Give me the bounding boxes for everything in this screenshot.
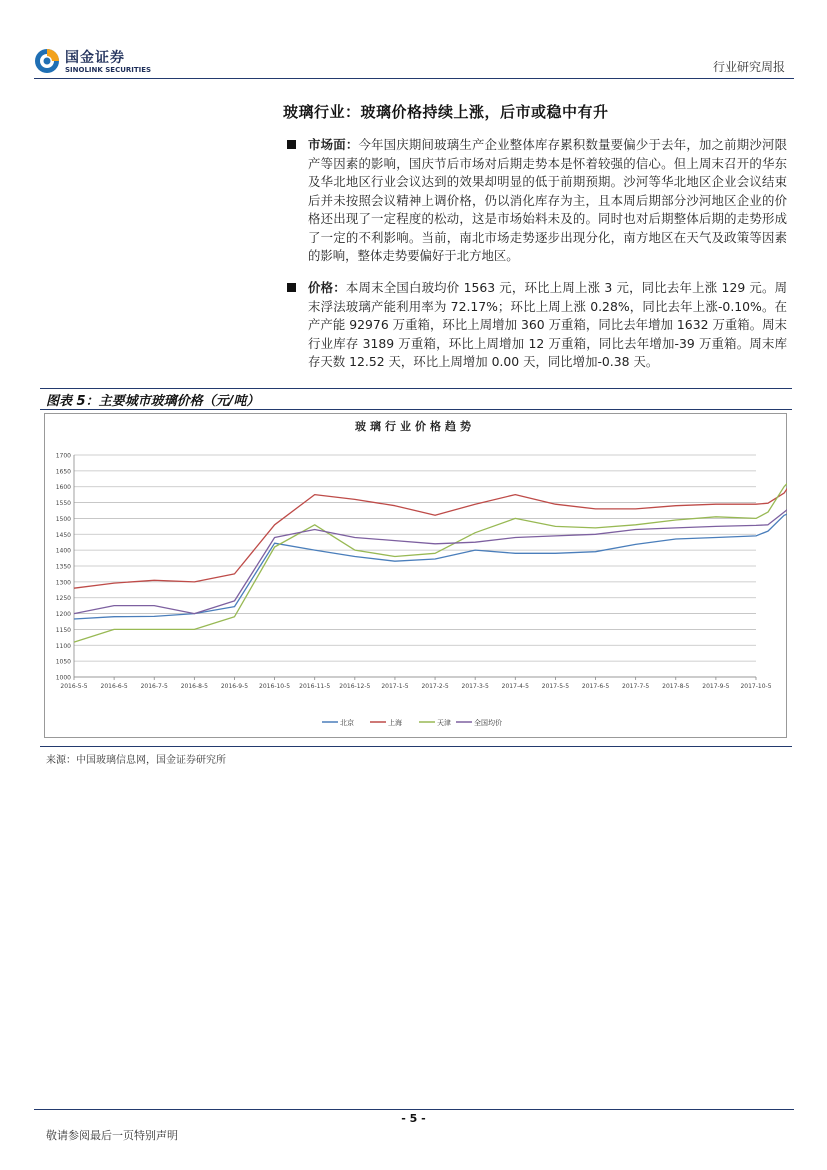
y-tick-label: 1700 xyxy=(55,452,71,460)
bullet-square-icon xyxy=(287,140,296,149)
y-tick-label: 1200 xyxy=(55,611,71,619)
price-trend-chart xyxy=(44,413,787,738)
chart-svg xyxy=(44,413,787,738)
header-divider xyxy=(34,78,794,79)
logo-mark-icon xyxy=(34,48,60,74)
x-tick-label: 2016-12-5 xyxy=(339,683,371,690)
y-tick-label: 1500 xyxy=(55,515,71,523)
x-tick-label: 2017-1-5 xyxy=(381,683,409,690)
x-tick-label: 2016-5-5 xyxy=(60,683,88,690)
x-tick-label: 2017-10-5 xyxy=(740,683,772,690)
x-tick-label: 2016-6-5 xyxy=(100,683,128,690)
y-tick-label: 1350 xyxy=(55,563,71,571)
bullet-price xyxy=(287,279,787,372)
legend-label: 上海 xyxy=(388,719,402,727)
logo-chinese-name: 国金证券 xyxy=(65,50,125,66)
figure-bottom-rule xyxy=(40,746,792,747)
x-tick-label: 2017-5-5 xyxy=(541,683,570,690)
x-tick-label: 2017-4-5 xyxy=(501,683,529,690)
bullet-body: 今年国庆期间玻璃生产企业整体库存累积数量要偏少于去年，加之前期沙河限产等因素的影响，国庆节后市场对后期走势本是怀着较强的信心。但上周末召开的华东及华北地区行业会议达到的效果却明显的低于前期预期。沙河等华北地区企业会议结束后并未按照会议精神上调价格，仍以消化库存为主，且本周后期部分沙河地区企业的价格还出现了一定程度的松动，这是市场始料未及的。同时也对后期整体后期的走势形成了一定的不利影响。当前，南北市场走势逐步出现分化，南方地区在天气及政策等因素的影响，整体走势要偏好于北方地区。 xyxy=(308,137,788,263)
y-tick-label: 1300 xyxy=(55,579,71,587)
figure-top-rule xyxy=(40,388,792,389)
bullet-label: 价格： xyxy=(308,280,346,295)
y-tick-label: 1000 xyxy=(55,674,71,682)
legend-label: 天津 xyxy=(437,719,451,727)
x-tick-label: 2016-8-5 xyxy=(180,683,208,690)
bullet-text xyxy=(308,136,787,266)
report-type-label: 行业研究周报 xyxy=(712,60,785,74)
y-tick-label: 1400 xyxy=(55,547,71,555)
y-tick-label: 1650 xyxy=(55,468,71,476)
bullet-text xyxy=(308,279,787,372)
y-tick-label: 1150 xyxy=(55,626,71,634)
x-tick-label: 2017-8-5 xyxy=(662,683,690,690)
legend-label: 北京 xyxy=(340,719,354,727)
figure-title: 图表 5：主要城市玻璃价格（元/吨） xyxy=(46,394,260,409)
y-tick-label: 1550 xyxy=(55,500,71,508)
legend-label: 全国均价 xyxy=(474,719,502,727)
page-header xyxy=(0,0,827,80)
x-tick-label: 2016-7-5 xyxy=(140,683,168,690)
figure-source: 来源：中国玻璃信息网，国金证券研究所 xyxy=(46,755,226,766)
bullet-label: 市场面： xyxy=(308,137,359,152)
x-tick-label: 2016-9-5 xyxy=(220,683,249,690)
y-tick-label: 1100 xyxy=(55,642,71,650)
y-tick-label: 1050 xyxy=(55,658,71,666)
chart-title: 玻璃行业价格趋势 xyxy=(355,420,475,433)
footer-divider xyxy=(34,1109,794,1110)
y-tick-label: 1450 xyxy=(55,531,71,539)
bullet-square-icon xyxy=(287,283,296,292)
page-number: - 5 - xyxy=(401,1112,426,1125)
section-title: 玻璃行业：玻璃价格持续上涨，后市或稳中有升 xyxy=(283,103,609,121)
y-tick-label: 1600 xyxy=(55,484,71,492)
x-tick-label: 2017-9-5 xyxy=(702,683,730,690)
x-tick-label: 2017-6-5 xyxy=(581,683,610,690)
x-tick-label: 2016-10-5 xyxy=(259,683,291,690)
y-tick-label: 1250 xyxy=(55,595,71,603)
x-tick-label: 2017-2-5 xyxy=(421,683,449,690)
bullet-body: 本周末全国白玻均价 1563 元，环比上周上涨 3 元，同比去年上涨 129 元。周末浮法玻璃产能利用率为 72.17%；环比上周上涨 0.28%，同比去年上涨-0.10%。在产产能 92976 万重箱，环比上周增加 360 万重箱，同比去年增加 1632 万重箱。周末行业库存 3189 万重箱，环比上周增加 12 万重箱，同比去年增加-39 万重箱。周末库存天数 12.52 天，环比上周增加 0.00 天，同比增加-0.38 天。 xyxy=(308,280,787,369)
footer-disclaimer: 敬请参阅最后一页特别声明 xyxy=(46,1129,178,1142)
x-tick-label: 2017-7-5 xyxy=(622,683,650,690)
x-tick-label: 2016-11-5 xyxy=(299,683,331,690)
figure-title-rule xyxy=(40,409,792,410)
bullet-market xyxy=(287,136,787,266)
company-logo xyxy=(34,46,164,78)
x-tick-label: 2017-3-5 xyxy=(461,683,489,690)
logo-english-name: SINOLINK SECURITIES xyxy=(65,66,152,74)
